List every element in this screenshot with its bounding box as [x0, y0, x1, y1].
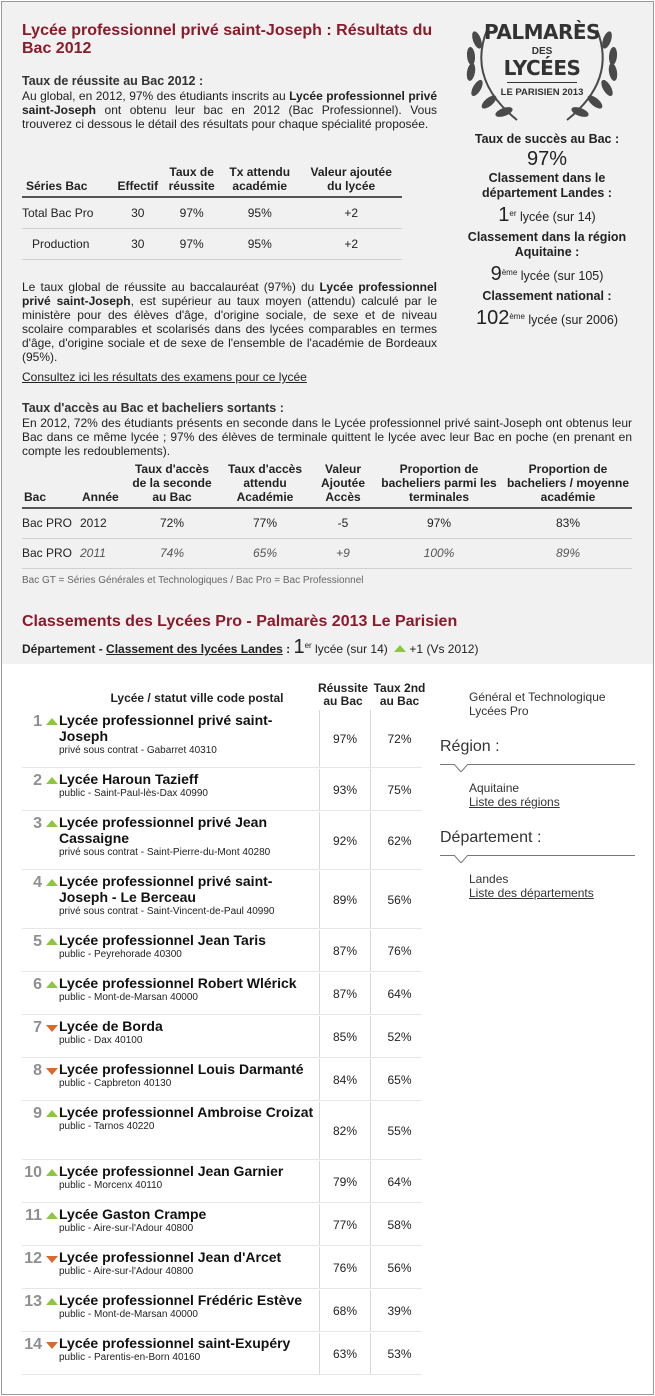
results-section: [2, 2, 653, 602]
rank-number: 4: [33, 874, 42, 891]
rank-number: 8: [33, 1062, 42, 1079]
rank-number: 10: [24, 1164, 42, 1181]
school-meta: public - Morcenx 40110: [59, 1180, 163, 1191]
trend-down-icon: [46, 1256, 58, 1263]
trend-down-icon: [46, 1068, 58, 1075]
ranking-row[interactable]: [22, 1102, 422, 1160]
region-rank-label: Classement dans la région Aquitaine :: [467, 230, 627, 259]
ranking-row[interactable]: [22, 930, 422, 972]
school-name[interactable]: Lycée professionnel saint-Exupéry public - Parentis-en-Born 40160: [59, 1335, 317, 1364]
dept-rank: 1er lycée (sur 14): [498, 204, 596, 226]
rank-number: 12: [24, 1250, 42, 1267]
school-meta: public - Aire-sur-l'Adour 40800: [59, 1223, 194, 1234]
school-name[interactable]: Lycée professionnel Ambroise Croizat public - Tarnos 40220: [59, 1104, 317, 1133]
school-meta: public - Dax 40100: [59, 1035, 143, 1046]
table-row: Bac PRO 2011 74% 65% +9 100% 89%: [22, 538, 632, 568]
dept-ranking-line: Département - Classement des lycées Landes : 1er lycée (sur 14) +1 (Vs 2012): [22, 636, 479, 658]
trend-down-icon: [46, 1025, 58, 1032]
rankings-heading: Classements des Lycées Pro - Palmarès 2013 Le Parisien: [22, 613, 458, 630]
page-title: Lycée professionnel privé saint-Joseph : Résultats du Bac 2012: [22, 22, 433, 57]
caret-down-icon: [454, 764, 468, 772]
access-heading: Taux d'accès au Bac et bacheliers sortants :: [22, 401, 284, 415]
reussite-value: 97%: [319, 710, 371, 767]
col-effectif: Effectif: [111, 165, 164, 197]
taux-value: 56%: [387, 892, 412, 907]
ranking-row[interactable]: [22, 710, 422, 768]
rank-number: 13: [24, 1293, 42, 1310]
school-name[interactable]: Lycée professionnel Jean d'Arcet public - Aire-sur-l'Adour 40800: [59, 1249, 317, 1278]
national-rank-label: Classement national :: [482, 289, 612, 303]
school-name[interactable]: Lycée professionnel privé saint-Joseph privé sous contrat - Gabarret 40310: [59, 712, 317, 757]
school-meta: public - Saint-Paul-lès-Dax 40990: [59, 788, 208, 799]
col-header-taux: Taux 2nd au Bac: [373, 681, 426, 708]
rank-number: 1: [33, 713, 42, 730]
reussite-value: 89%: [319, 871, 371, 928]
region-rank: 9ème lycée (sur 105): [490, 263, 604, 285]
reussite-value: 87%: [319, 973, 371, 1014]
ranking-row[interactable]: [22, 769, 422, 811]
exam-results-link[interactable]: Consultez ici les résultats des examens pour ce lycée: [22, 370, 307, 384]
national-rank: 102ème lycée (sur 2006): [475, 307, 619, 329]
trend-up-icon: [46, 1169, 58, 1176]
caret-down-icon: [454, 855, 468, 863]
rank-number: 5: [33, 933, 42, 950]
ranking-row[interactable]: [22, 871, 422, 929]
ranking-row[interactable]: [22, 1059, 422, 1101]
taux-value: 56%: [387, 1260, 412, 1275]
school-name[interactable]: Lycée professionnel privé Jean Cassaigne privé sous contrat - Saint-Pierre-du-Mont 40280: [59, 814, 317, 859]
reussite-value: 77%: [319, 1204, 371, 1245]
dept-rank-label: Classement dans le département Landes :: [482, 171, 612, 200]
success-rate-value: 97%: [526, 148, 568, 170]
taux-value: 75%: [387, 782, 412, 797]
trend-up-icon: [46, 1298, 58, 1305]
reussite-value: 92%: [319, 812, 371, 869]
rank-number: 7: [33, 1019, 42, 1036]
success-heading: Taux de réussite au Bac 2012 :: [22, 74, 204, 88]
reussite-value: 68%: [319, 1290, 371, 1331]
dept-ranking-link[interactable]: Classement des lycées Landes: [106, 642, 283, 656]
school-name[interactable]: Lycée Gaston Crampe public - Aire-sur-l'Adour 40800: [59, 1206, 317, 1235]
ranking-row[interactable]: [22, 1204, 422, 1246]
table-row: Bac PRO 2012 72% 77% -5 97% 83%: [22, 508, 632, 538]
school-meta: public - Parentis-en-Born 40160: [59, 1352, 201, 1363]
school-meta: privé sous contrat - Saint-Vincent-de-Paul 40990: [59, 906, 275, 917]
trend-down-icon: [46, 1342, 58, 1349]
badge-subtitle: LE PARISIEN 2013: [500, 87, 584, 98]
reussite-value: 87%: [319, 930, 371, 971]
table-row: Total Bac Pro 30 97% 95% +2: [22, 197, 402, 228]
region-list-link[interactable]: Liste des régions: [469, 795, 560, 809]
trend-up-icon: [46, 1212, 58, 1219]
school-meta: privé sous contrat - Saint-Pierre-du-Mont 40280: [59, 847, 271, 858]
school-name[interactable]: Lycée professionnel Louis Darmanté public - Capbreton 40130: [59, 1061, 317, 1090]
region-value: Aquitaine: [469, 781, 520, 795]
taux-value: 39%: [387, 1303, 412, 1318]
region-title: Région :: [440, 738, 635, 765]
reussite-value: 79%: [319, 1161, 371, 1202]
school-meta: public - Tarnos 40220: [59, 1121, 155, 1132]
page-frame: [1, 1, 654, 1395]
school-name[interactable]: Lycée Haroun Tazieff public - Saint-Paul-lès-Dax 40990: [59, 771, 317, 800]
taux-value: 65%: [387, 1072, 412, 1087]
school-stats: [457, 132, 637, 333]
ranking-row[interactable]: [22, 973, 422, 1015]
reussite-value: 85%: [319, 1016, 371, 1057]
palmares-badge: [457, 10, 627, 132]
school-name[interactable]: Lycée professionnel Frédéric Estève public - Mont-de-Marsan 40000: [59, 1292, 317, 1321]
footnote: Bac GT = Séries Générales et Technologiques / Bac Pro = Bac Professionnel: [22, 575, 364, 586]
table-row: Production 30 97% 95% +2: [22, 228, 402, 259]
rank-number: 11: [25, 1207, 42, 1224]
ranking-row[interactable]: [22, 1247, 422, 1289]
col-valeur: Valeur ajoutée du lycée: [300, 165, 402, 197]
ranking-row[interactable]: [22, 1016, 422, 1058]
taux-value: 64%: [387, 986, 412, 1001]
school-meta: public - Mont-de-Marsan 40000: [59, 992, 198, 1003]
taux-value: 58%: [387, 1217, 412, 1232]
badge-title-1: PALMARÈS: [484, 20, 600, 44]
trend-up-icon: [46, 879, 58, 886]
badge-divider: [507, 82, 577, 83]
school-meta: privé sous contrat - Gabarret 40310: [59, 745, 217, 756]
trend-up-icon: [394, 645, 406, 652]
trend-up-icon: [46, 820, 58, 827]
taux-value: 64%: [387, 1174, 412, 1189]
dept-title: Département :: [440, 829, 635, 856]
reussite-value: 93%: [319, 769, 371, 810]
type-filter[interactable]: Général et Technologique Lycées Pro: [469, 690, 606, 718]
taux-value: 62%: [387, 833, 412, 848]
rank-number: 3: [33, 815, 42, 832]
rank-number: 2: [33, 772, 42, 789]
badge-title-3: LYCÉES: [503, 56, 581, 80]
school-name[interactable]: Lycée professionnel Jean Garnier public - Morcenx 40110: [59, 1163, 317, 1192]
col-header-reussite: Réussite au Bac: [317, 681, 369, 708]
taux-value: 76%: [387, 943, 412, 958]
access-intro: En 2012, 72% des étudiants présents en seconde dans le Lycée professionnel privé saint-Joseph ont obtenus leur Bac dans ce même lycée ; 97% des élèves de terminale quittent le lycée avec leur Bac en poche (en prenant en compte les redoublements).: [22, 416, 632, 458]
col-taux: Taux de réussite: [164, 165, 219, 197]
taux-value: 55%: [387, 1123, 412, 1138]
dept-list-link[interactable]: Liste des départements: [469, 886, 594, 900]
ranking-row[interactable]: [22, 812, 422, 870]
school-name[interactable]: Lycée professionnel Robert Wlérick public - Mont-de-Marsan 40000: [59, 975, 317, 1004]
taux-value: 52%: [387, 1029, 412, 1044]
reussite-value: 84%: [319, 1059, 371, 1100]
school-meta: public - Capbreton 40130: [59, 1078, 172, 1089]
school-meta: public - Aire-sur-l'Adour 40800: [59, 1266, 194, 1277]
taux-value: 53%: [387, 1346, 412, 1361]
reussite-value: 76%: [319, 1247, 371, 1288]
taux-value: 72%: [387, 731, 412, 746]
trend-up-icon: [46, 1110, 58, 1117]
school-meta: public - Mont-de-Marsan 40000: [59, 1309, 198, 1320]
rank-number: 9: [33, 1105, 42, 1122]
reussite-value: 82%: [319, 1102, 371, 1159]
ranking-row[interactable]: [22, 1290, 422, 1332]
trend-up-icon: [46, 981, 58, 988]
trend-up-icon: [46, 718, 58, 725]
trend-up-icon: [46, 777, 58, 784]
filter-sidebar: [440, 690, 635, 900]
badge-title-2: DES: [531, 46, 553, 57]
success-table: [22, 165, 402, 260]
success-rate-label: Taux de succès au Bac :: [474, 132, 620, 146]
ranking-row[interactable]: [22, 1333, 422, 1375]
col-series: Séries Bac: [22, 165, 111, 197]
school-meta: public - Peyrehorade 40300: [59, 949, 182, 960]
school-name[interactable]: Lycée professionnel Jean Taris public - Peyrehorade 40300: [59, 932, 317, 961]
rankings-section: [2, 602, 653, 664]
ranking-row[interactable]: [22, 1161, 422, 1203]
col-header-school: Lycée / statut ville code postal: [110, 691, 284, 705]
reussite-value: 63%: [319, 1333, 371, 1374]
access-table: Bac Année Taux d'accès de la seconde au Bac Taux d'accès attendu Académie Valeur Ajoutée Accès Proportion de bacheliers parmi les terminales Proportion de bacheliers / moyenne académie Bac PRO 2012 72% 77% -5 97% 83% Bac PRO 2011 74% 65% +9 100% 89%: [22, 462, 632, 569]
school-name[interactable]: Lycée professionnel privé saint-Joseph - Le Berceau privé sous contrat - Saint-Vincent-de-Paul 40990: [59, 873, 317, 918]
col-attendu: Tx attendu académie: [219, 165, 300, 197]
success-paragraph: Le taux global de réussite au baccalauréat (97%) du Lycée professionnel privé saint-Joseph, est supérieur au taux moyen (attendu) calculé par le ministère pour des élèves d'âge, d'origine sociale, de sexe et de niveau scolaire comparables et scolarisés dans des lycées comparables en termes d'âge, d'origine sociale et de sexe de l'ensemble de l'académie de Bordeaux (95%).: [22, 280, 437, 364]
rank-number: 14: [24, 1336, 42, 1353]
rank-number: 6: [33, 976, 42, 993]
dept-value: Landes: [469, 872, 509, 886]
trend-up-icon: [46, 938, 58, 945]
school-name[interactable]: Lycée de Borda public - Dax 40100: [59, 1018, 317, 1047]
success-intro: Au global, en 2012, 97% des étudiants inscrits au Lycée professionnel privé saint-Joseph ont obtenu leur bac en 2012 (Bac Professionnel). Vous trouverez ci dessous le détail des résultats pour chaque spécialité proposée.: [22, 89, 437, 131]
